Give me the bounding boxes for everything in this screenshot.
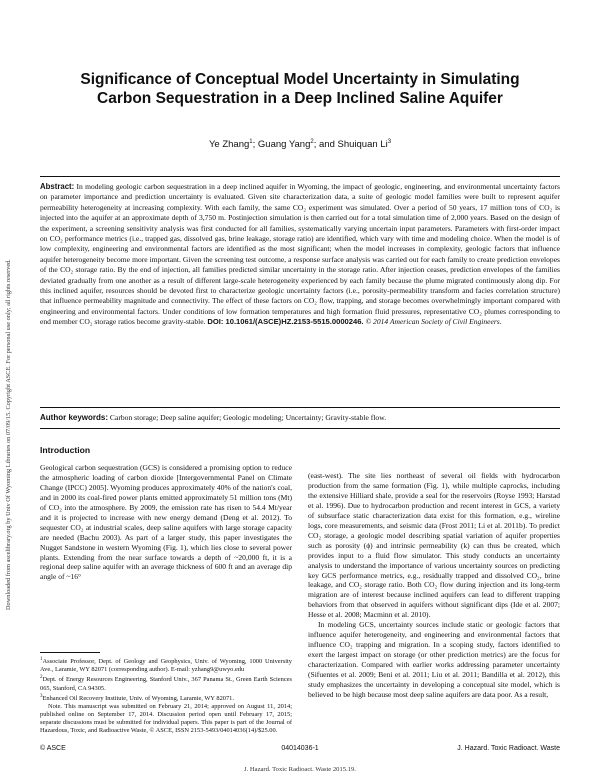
author-1-mark: 1	[249, 139, 253, 145]
left-column	[40, 446, 292, 582]
footnote-3: $^3$Enhanced Oil Recovery Institute, Univ. of Wyoming, Laramie, WY 82071.	[40, 693, 234, 702]
footer-publisher: © ASCE	[40, 745, 66, 752]
intro-paragraph-1: Geological carbon sequestration (GCS) is considered a promising option to reduce the atmospheric loading of carbon dioxide [Intergovernmental Panel on Climate Change (IPCC) 2005]. Wyoming produces approximately 40% of the nation's coal, and in 2000 its coal-fired power plants emitted approximately 51 million tons (Mt) of CO₂ into the atmosphere. By 2009, the emission rate has risen to 54.4 Mt/year and it is projected to increase with new energy demand (Deng et al. 2012). To sequester CO₂ at industrial scales, deep saline aquifers with large storage capacity are needed (Bachu 2003). As part of a larger study, this paper investigates the Nugget Sandstone in western Wyoming (Fig. 1), which lies close to several power plants. Extending from the near surface towards a depth of ~20,000 ft, it is a regional deep saline aquifer with an average thickness of 600 ft and an average dip angle of ~16°	[40, 462, 292, 582]
abstract-top-rule	[40, 176, 560, 177]
footnote-1: $^1$Associate Professor, Dept. of Geology and Geophysics, Univ. of Wyoming, 1000 University Ave., Laramie, WY 82071 (corresponding author). E-mail: yzhang9@uwyo.edu	[40, 657, 292, 674]
abstract-label: Abstract:	[40, 182, 75, 191]
keywords-bottom-rule	[40, 428, 560, 429]
footer-page-number: 04014036-1	[281, 745, 319, 752]
footer-journal: J. Hazard. Toxic Radioact. Waste	[457, 745, 560, 752]
author-3-mark: 3	[387, 139, 392, 145]
keywords-top-rule	[40, 407, 560, 408]
author-3: ; and Shuiquan Li	[313, 139, 388, 151]
keywords-block	[40, 413, 560, 423]
author-list	[70, 139, 530, 150]
intro-paragraph-1-cont: (east-west). The site lies northeast of several oil fields with hydrocarbon production from the same formation (Fig. 1), while multiple caprocks, including the extensive Hilliard shale, provide a seal for the reservoirs (Royse 1993; Harstad et al. 1996). Due to hydrocarbon production and recent interest in GCS, a variety of subsurface static characterization data exist for this formation, e.g., wireline logs, core measurements, and seismic data (Frost 2011; Li et al. 2011b). To predict CO₂ storage, a geologic model describing spatial variation of aquifer properties such as porosity (ϕ) and intrinsic permeability (k) can thus be created, which provides input to a fluid flow simulator. This study conducts an uncertainty analysis to understand the importance of various uncertainty sources on predicting key GCS performance metrics, e.g., residually trapped and dissolved CO₂, brine leakage, and CO₂ storage ratio. Both CO₂ flow during injection and its long-term migration are of interest because inclined aquifers can lead to different trapping behaviors from that observed in aquifers without significant dips (Ide et al. 2007; Hesse et al. 2008; Macminn et al. 2010).	[308, 471, 560, 620]
footnote-2: $^2$Dept. of Energy Resources Engineering, Stanford Univ., 367 Panama St., Green Earth Sciences 065, Stanford, CA 94305.	[40, 675, 292, 692]
author-1: Ye Zhang	[208, 139, 250, 151]
submission-note: Note. This manuscript was submitted on February 21, 2014; approved on August 11, 2014; published online on September 17, 2014. Discussion period open until February 17, 2015; separate discussions must be submitted for individual papers. This paper is part of the Journal of Hazardous, Toxic, and Radioactive Waste, © ASCE, ISSN 2153-5493/04014036(14)/$25.00.	[40, 702, 292, 735]
right-column	[308, 471, 560, 700]
abstract-body: In modeling geologic carbon sequestration in a deep inclined aquifer in Wyoming, the impact of geologic, engineering, and environmental uncertainty factors on parameter importance and prediction uncertainty is evaluated. Given site characterization data, a suite of geologic model families were built to represent aquifer permeability heterogeneity at increasing complexity. With each family, the same CO₂ experiment was simulated. Over a period of 50 years, 17 million tons of CO₂ is injected into the aquifer at an approximate depth of 3,750 m. Postinjection simulation is then carried out for a total simulation time of 2,000 years. Based on the design of the experiment, a screening sensitivity analysis was first conducted for all families, systematically varying uncertain input parameters. Parameters with first-order impact on CO₂ performance metrics (i.e., trapped gas, dissolved gas, brine leakage, storage ratio) are identified, which vary with time and modeling choice. When the model is of low complexity, engineering and environmental factors are identified as the most significant; when the model increases in complexity, geologic factors that influence aquifer heterogeneity become more important. Given the screening test outcome, a response surface analysis was carried out for each family to create prediction envelopes of the CO₂ storage ratio. By the end of injection, all families predicted similar uncertainty in the storage ratio. After injection ceases, prediction envelopes of the families deviated gradually from one another as a result of different large-scale heterogeneity experienced by each family because the plume migrated continuously along dip. For this inclined aquifer, resources should be devoted first to characterize geologic uncertainty factors (i.e., porosity-permeability transform and facies correlation structure) that influence permeability magnitude and connectivity. The effect of these factors on CO₂ flow, trapping, and storage becomes overwhelmingly important compared with engineering and environmental factors. Under conditions of low formation temperatures and high formation fluid pressures, representative CO₂ plumes corresponding to end member CO₂ storage ratios become gravity-stable.	[40, 182, 560, 327]
footnotes	[40, 656, 292, 735]
intro-heading: Introduction	[40, 445, 91, 455]
keywords-text: Carbon storage; Deep saline aquifer; Geologic modeling; Uncertainty; Gravity-stable flow.	[109, 413, 387, 422]
abstract-copyright: © 2014 American Society of Civil Engineers.	[365, 317, 502, 327]
citation-line: J. Hazard. Toxic Radioact. Waste 2015.19.	[244, 766, 356, 773]
abstract-block	[40, 182, 560, 328]
paper-title: Significance of Conceptual Model Uncertainty in Simulating Carbon Sequestration in a Deep Inclined Saline Aquifer	[80, 71, 520, 107]
author-2: ; Guang Yang	[252, 139, 311, 151]
doi-link[interactable]: DOI: 10.1061/(ASCE)HZ.2153-5515.0000246.	[207, 317, 364, 327]
download-notice: Downloaded from ascelibrary.org by Univ Of Wyoming Libraries on 07/09/15. Copyright ASCE. For personal use only; all rights reserved.	[5, 259, 12, 610]
author-2-mark: 2	[310, 139, 314, 145]
footnote-rule	[40, 652, 100, 653]
intro-paragraph-2: In modeling GCS, uncertainty sources include static or geologic factors that influence aquifer heterogeneity, and engineering and environmental factors that influence CO₂ trapping and migration. In a scoping study, factors identified to exert the largest impact on storage (or other prediction metrics) are the focus for characterization. Compared with earlier works addressing parameter uncertainty (Sifuentes et al. 2009; Beni et al. 2011; Liu et al. 2011; Bandilla et al. 2012), this study emphasizes the uncertainty in developing a conceptual site model, which is believed to be high because most deep saline aquifers are data poor. As a result,	[308, 620, 560, 699]
keywords-label: Author keywords:	[40, 413, 109, 422]
